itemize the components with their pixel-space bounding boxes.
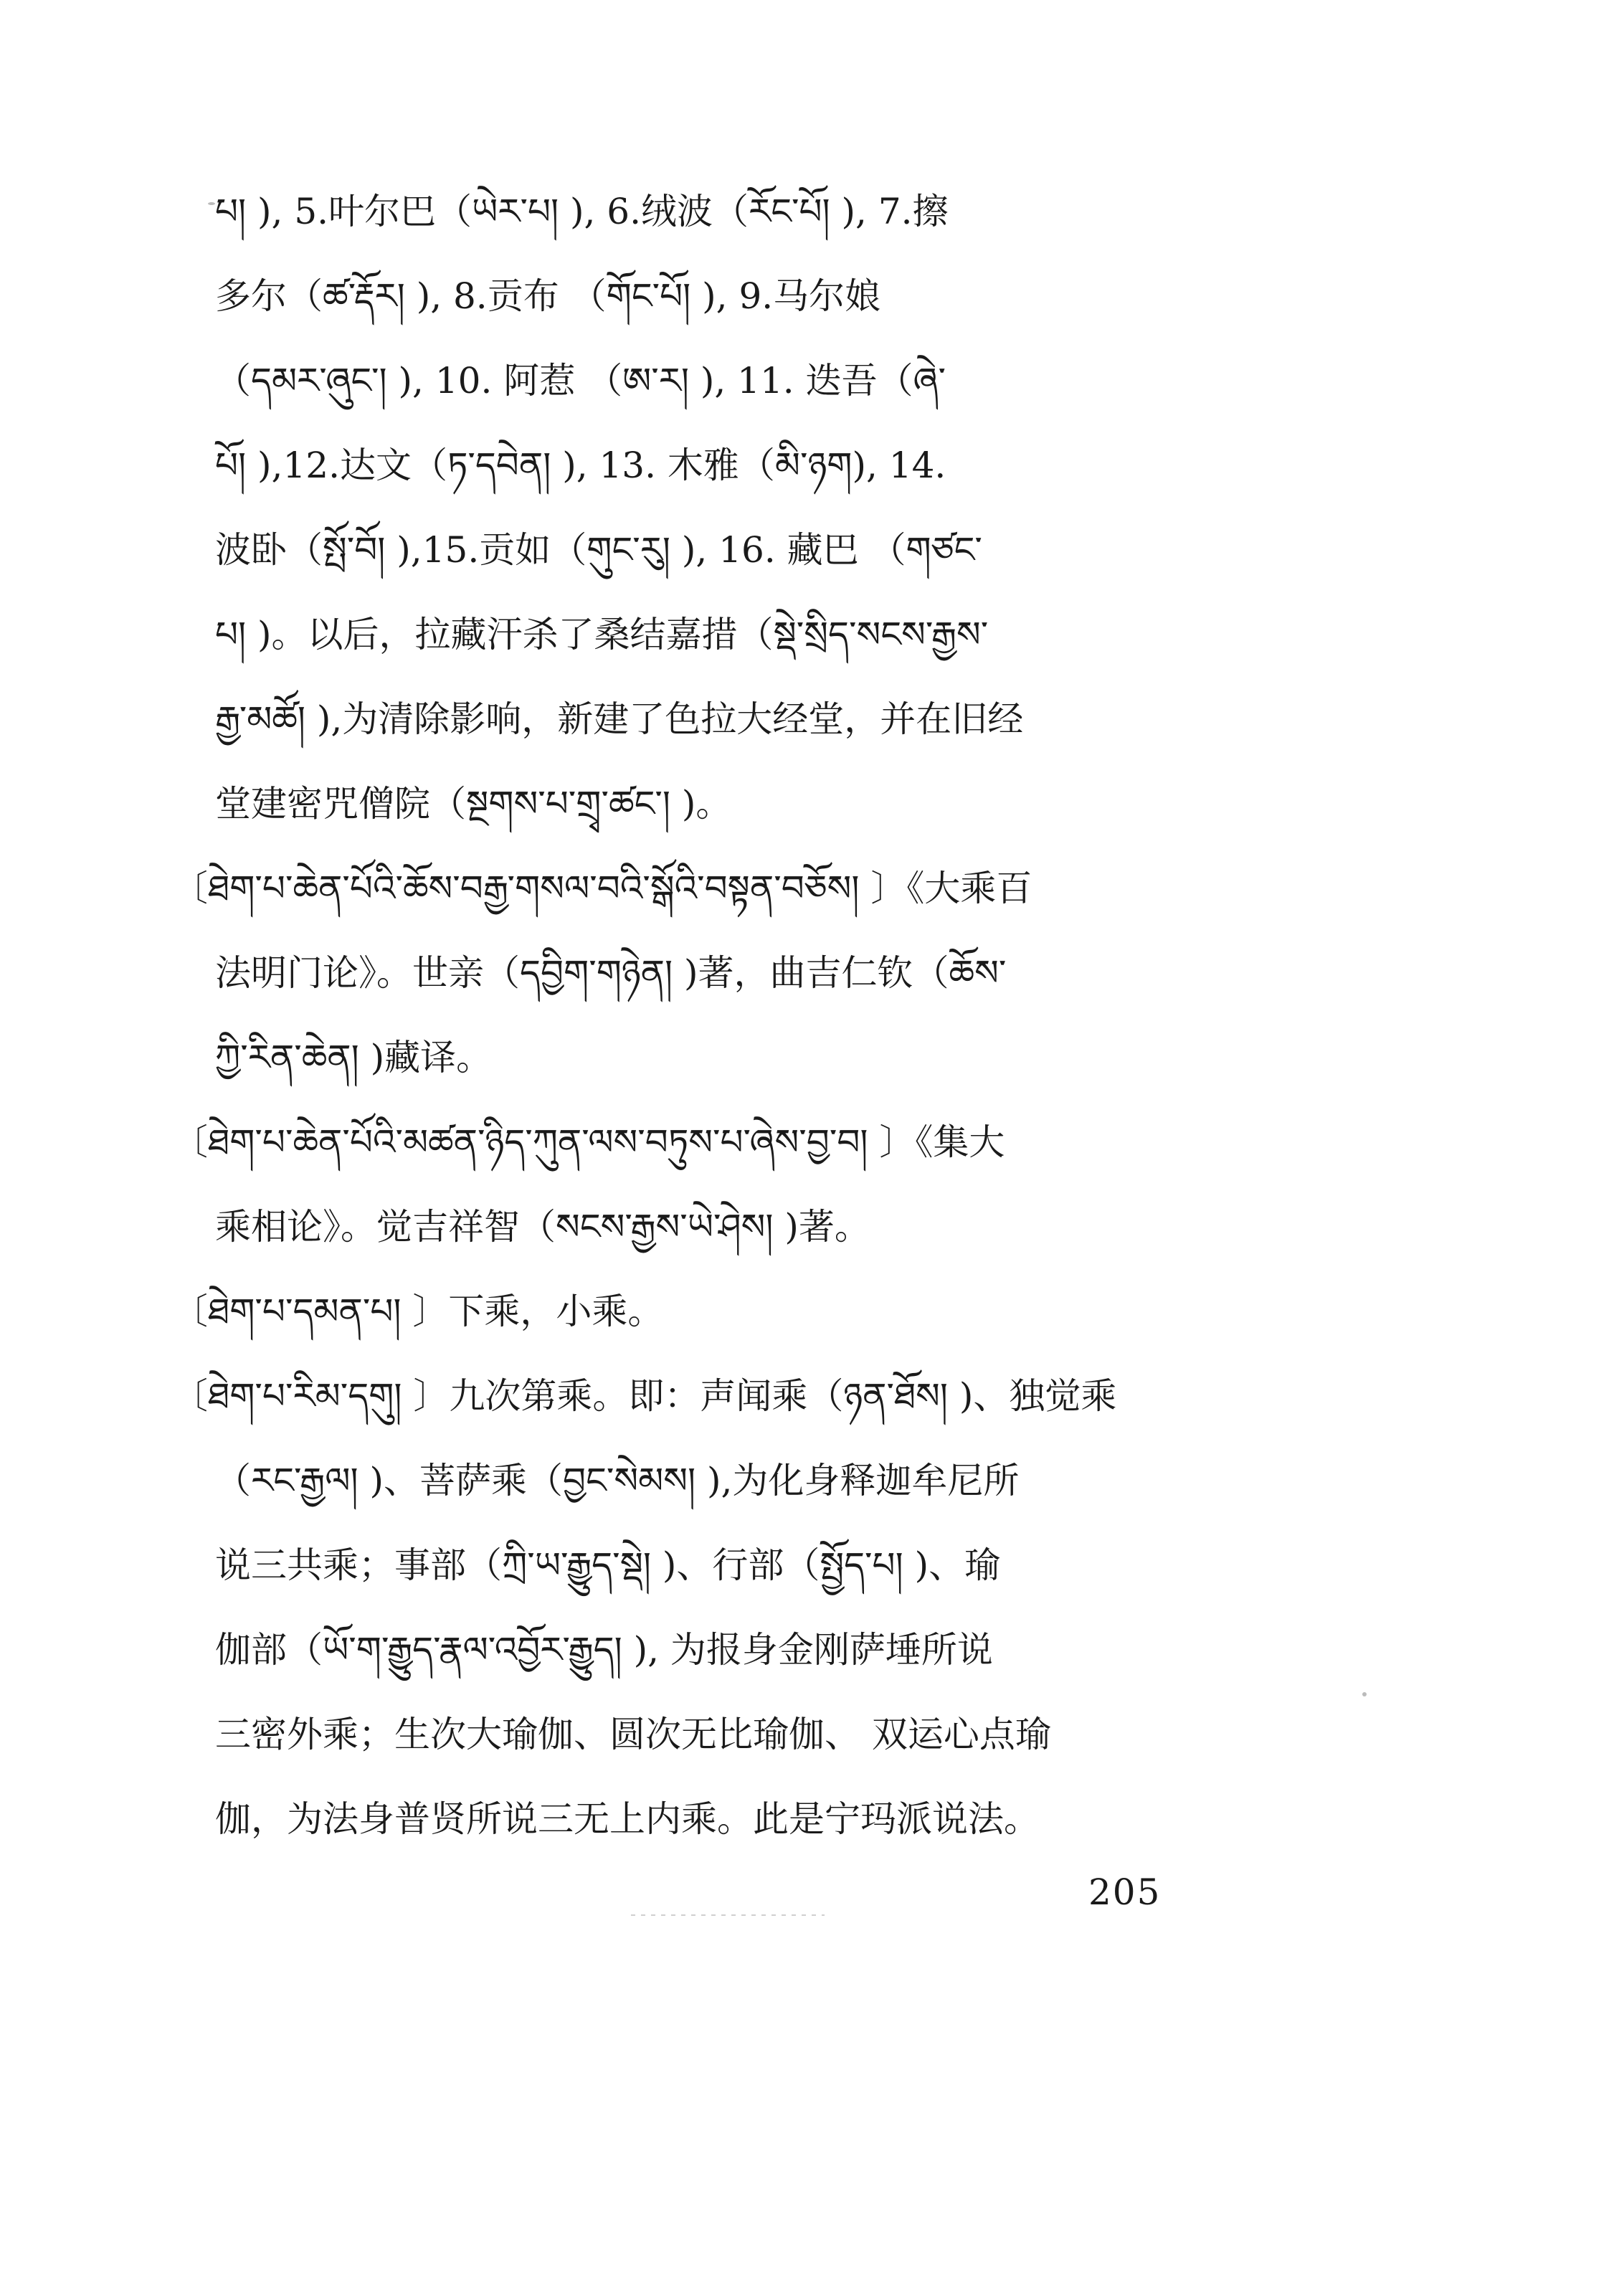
text-line: （དམར་ཞུང་། ), 10. 阿惹 （ཨ་ར། ), 11. 迭吾（ཞེ་ [215,360,946,402]
dictionary-entry [172,846,1269,1100]
text-line: 波卧（སྤོ་བོ། ),15.贡如（གུང་རུ། ), 16. 藏巴 （གཙང་ [215,529,982,571]
text-line: པ། )。以后，拉藏汗杀了桑结嘉措（སྡེ་སྲིད་སངས་རྒྱས་ [215,614,989,655]
dictionary-entry [172,1269,1269,1354]
entry-headword-line: 〔ཐེག་པ་ཆེན་པོའི་མཚན་ཉིད་ཀུན་ལས་བཏུས་པ་ཞེས་བྱ་བ། 〕《集大 [172,1121,1005,1163]
text-line: རྒྱ་མཚོ། ),为清除影响，新建了色拉大经堂，并在旧经 [215,698,1024,740]
entry-headword-line: 〔ཐེག་པ་དམན་པ། 〕下乘，小乘。 [172,1291,664,1332]
scan-speck [208,202,215,205]
entry-definition-line: 伽部（ཡོ་ག་རྒྱུད་རྣལ་འབྱོར་རྒྱུད། ), 为报身金刚萨埵所说 [215,1629,993,1671]
entry-headword-line: 〔ཐེག་པ་རིམ་དགུ། 〕九次第乘。即：声闻乘（ཉན་ཐོས། )、独觉乘 [172,1375,1117,1417]
text-line: པོ། ),12.达文（ཏ་དབེན། ), 13. 木雅（མི་ཉག), 14. [215,445,946,486]
dictionary-entry [172,1100,1269,1269]
entry-definition-line: ཀྱི་རིན་ཆེན། )藏译。 [215,1037,493,1078]
scan-streak [631,1914,825,1916]
continued-paragraph [215,169,1262,846]
entry-definition-line: 伽，为法身普贤所说三无上内乘。此是宁玛派说法。 [215,1798,1040,1840]
text-line: 堂建密咒僧院（སྔགས་པ་གྲྭ་ཚང་། )。 [215,783,732,825]
entry-headword-line: 〔ཐེག་པ་ཆེན་པོའི་ཆོས་བརྒྱ་གསལ་བའི་སྒོའི་བསྟན་བཅོས། 〕《大乘百 [172,868,1032,909]
text-line: པ། ), 5.叶尔巴（ཡེར་པ། ), 6.绒波（རོང་པོ། ), 7.擦 [215,191,949,232]
entry-definition-line: 说三共乘；事部（ཀྲི་ཡ་རྒྱུད་སྡེ། )、行部（སྤྱོད་པ། )、瑜 [215,1544,1001,1586]
dictionary-entry [172,1354,1269,1861]
entry-definition-line: （རང་རྒྱལ། )、菩萨乘（བྱང་སེམས། ),为化身释迦牟尼所 [215,1460,1020,1501]
page-number: 205 [1088,1871,1162,1913]
scan-speck [1362,1692,1367,1696]
entry-definition-line: 乘相论》。觉吉祥智（སངས་རྒྱས་ཡེ་ཤེས། )著。 [215,1206,870,1248]
entry-definition-line: 法明门论》。世亲（དབྱིག་གཉེན། )著，曲吉仁钦（ཆོས་ [215,952,1007,994]
text-line: 多尔（ཚ་རྡོར། ), 8.贡布 （གོང་པོ། ), 9.马尔娘 [215,275,881,317]
entry-definition-line: 三密外乘；生次大瑜伽、圆次无比瑜伽、 双运心点瑜 [215,1714,1051,1755]
